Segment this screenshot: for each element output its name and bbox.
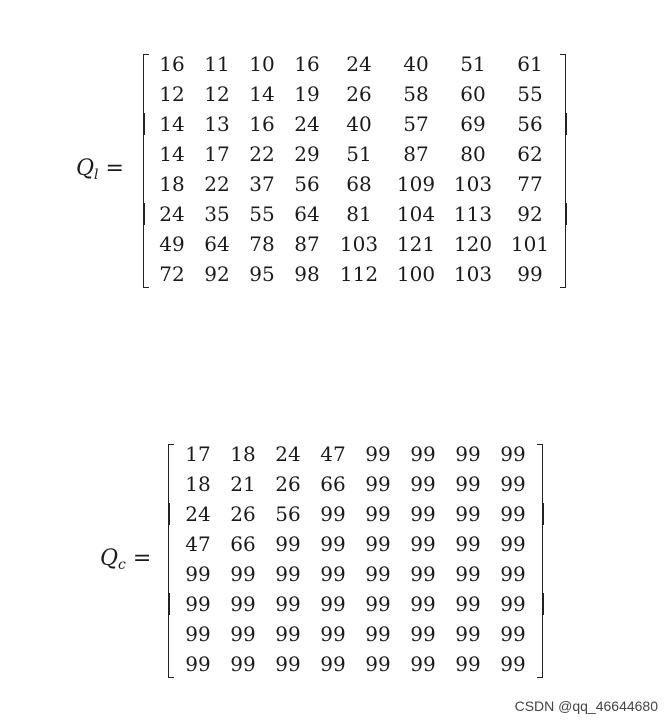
matrix-cell: 13 xyxy=(204,112,230,136)
matrix-subscript: c xyxy=(118,557,126,573)
matrix-cell: 17 xyxy=(204,142,230,166)
bracket-tick xyxy=(168,593,170,615)
matrix-cell: 99 xyxy=(455,622,481,646)
matrix-label-qc xyxy=(100,546,151,573)
matrix-cell: 98 xyxy=(294,262,320,286)
matrix-cell: 61 xyxy=(517,52,543,76)
left-bracket xyxy=(168,444,174,678)
matrix-cell: 58 xyxy=(403,82,429,106)
matrix-cell: 49 xyxy=(159,232,185,256)
matrix-label-ql xyxy=(76,156,124,183)
matrix-cell: 47 xyxy=(185,532,211,556)
bracket-tick xyxy=(565,203,567,225)
matrix-cell: 103 xyxy=(453,262,493,286)
matrix-cell: 47 xyxy=(320,442,346,466)
matrix-cell: 18 xyxy=(159,172,185,196)
matrix-cell: 29 xyxy=(294,142,320,166)
matrix-cell: 11 xyxy=(204,52,230,76)
matrix-cell: 103 xyxy=(453,172,493,196)
matrix-cell: 99 xyxy=(410,562,436,586)
matrix-cell: 99 xyxy=(320,502,346,526)
matrix-cell: 99 xyxy=(230,622,256,646)
matrix-cell: 24 xyxy=(159,202,185,226)
matrix-subscript: l xyxy=(94,167,99,183)
matrix-cell: 99 xyxy=(365,472,391,496)
matrix-cell: 99 xyxy=(455,592,481,616)
matrix-cell: 68 xyxy=(346,172,372,196)
matrix-cell: 56 xyxy=(517,112,543,136)
matrix-cell: 99 xyxy=(500,532,526,556)
matrix-cell: 99 xyxy=(365,502,391,526)
matrix-cell: 99 xyxy=(500,592,526,616)
equals-sign: = xyxy=(105,156,124,181)
watermark-text: CSDN @qq_46644680 xyxy=(514,698,658,714)
matrix-cell: 26 xyxy=(275,472,301,496)
matrix-cell: 120 xyxy=(453,232,493,256)
matrix-cell: 99 xyxy=(455,562,481,586)
matrix-cell: 24 xyxy=(294,112,320,136)
matrix-cell: 22 xyxy=(204,172,230,196)
matrix-cell: 55 xyxy=(249,202,275,226)
matrix-cell: 16 xyxy=(249,112,275,136)
matrix-cell: 113 xyxy=(453,202,493,226)
matrix-cell: 99 xyxy=(455,502,481,526)
matrix-cell: 99 xyxy=(410,622,436,646)
matrix-cell: 78 xyxy=(249,232,275,256)
matrix-cell: 99 xyxy=(365,592,391,616)
matrix-cell: 99 xyxy=(320,562,346,586)
matrix-cell: 99 xyxy=(320,592,346,616)
matrix-cell: 99 xyxy=(365,442,391,466)
matrix-cell: 72 xyxy=(159,262,185,286)
matrix-cell: 26 xyxy=(346,82,372,106)
matrix-cell: 17 xyxy=(185,442,211,466)
matrix-cell: 99 xyxy=(410,532,436,556)
matrix-cell: 16 xyxy=(159,52,185,76)
matrix-cell: 87 xyxy=(294,232,320,256)
matrix-cell: 99 xyxy=(500,622,526,646)
matrix-cell: 99 xyxy=(320,622,346,646)
matrix-cell: 56 xyxy=(275,502,301,526)
matrix-cell: 99 xyxy=(410,592,436,616)
matrix-cell: 99 xyxy=(517,262,543,286)
matrix-cell: 99 xyxy=(185,652,211,676)
matrix-cell: 57 xyxy=(403,112,429,136)
matrix-cell: 99 xyxy=(410,472,436,496)
matrix-cell: 92 xyxy=(204,262,230,286)
matrix-cell: 99 xyxy=(185,592,211,616)
matrix-cell: 99 xyxy=(500,472,526,496)
matrix-cell: 99 xyxy=(320,652,346,676)
bracket-tick xyxy=(168,503,170,525)
bracket-tick xyxy=(565,113,567,135)
matrix-cell: 99 xyxy=(455,652,481,676)
matrix-cell: 80 xyxy=(460,142,486,166)
matrix-cell: 99 xyxy=(410,502,436,526)
matrix-cell: 69 xyxy=(460,112,486,136)
matrix-cell: 112 xyxy=(339,262,379,286)
matrix-cell: 87 xyxy=(403,142,429,166)
matrix-cell: 60 xyxy=(460,82,486,106)
matrix-cell: 99 xyxy=(275,532,301,556)
matrix-cell: 99 xyxy=(230,652,256,676)
right-bracket xyxy=(560,54,566,288)
matrix-cell: 99 xyxy=(185,562,211,586)
matrix-cell: 14 xyxy=(159,112,185,136)
matrix-cell: 99 xyxy=(365,622,391,646)
matrix-cell: 12 xyxy=(204,82,230,106)
matrix-cell: 19 xyxy=(294,82,320,106)
matrix-cell: 26 xyxy=(230,502,256,526)
matrix-cell: 51 xyxy=(460,52,486,76)
matrix-cell: 99 xyxy=(455,442,481,466)
matrix-cell: 40 xyxy=(346,112,372,136)
matrix-cell: 99 xyxy=(365,562,391,586)
matrix-symbol: Q xyxy=(100,546,119,571)
matrix-cell: 22 xyxy=(249,142,275,166)
matrix-cell: 99 xyxy=(185,622,211,646)
matrix-cell: 121 xyxy=(396,232,436,256)
matrix-symbol: Q xyxy=(76,156,95,181)
matrix-cell: 14 xyxy=(159,142,185,166)
matrix-cell: 12 xyxy=(159,82,185,106)
matrix-cell: 81 xyxy=(346,202,372,226)
bracket-tick xyxy=(143,203,145,225)
matrix-cell: 99 xyxy=(365,532,391,556)
matrix-cell: 100 xyxy=(396,262,436,286)
matrix-cell: 99 xyxy=(410,442,436,466)
matrix-cell: 64 xyxy=(204,232,230,256)
matrix-cell: 99 xyxy=(365,652,391,676)
matrix-cell: 95 xyxy=(249,262,275,286)
matrix-cell: 99 xyxy=(455,532,481,556)
matrix-cell: 99 xyxy=(410,652,436,676)
bracket-tick xyxy=(542,503,544,525)
matrix-cell: 18 xyxy=(185,472,211,496)
matrix-cell: 92 xyxy=(517,202,543,226)
matrix-cell: 99 xyxy=(230,562,256,586)
matrix-cell: 99 xyxy=(500,502,526,526)
matrix-cell: 55 xyxy=(517,82,543,106)
matrix-cell: 10 xyxy=(249,52,275,76)
bracket-tick xyxy=(542,593,544,615)
right-bracket xyxy=(537,444,543,678)
matrix-cell: 103 xyxy=(339,232,379,256)
matrix-cell: 35 xyxy=(204,202,230,226)
matrix-cell: 24 xyxy=(346,52,372,76)
matrix-cell: 99 xyxy=(320,532,346,556)
matrix-cell: 21 xyxy=(230,472,256,496)
left-bracket xyxy=(143,54,149,288)
equals-sign: = xyxy=(132,546,152,571)
matrix-cell: 18 xyxy=(230,442,256,466)
bracket-tick xyxy=(143,113,145,135)
matrix-cell: 51 xyxy=(346,142,372,166)
matrix-cell: 37 xyxy=(249,172,275,196)
matrix-cell: 99 xyxy=(500,442,526,466)
matrix-cell: 24 xyxy=(185,502,211,526)
matrix-cell: 99 xyxy=(500,652,526,676)
matrix-cell: 109 xyxy=(396,172,436,196)
matrix-cell: 56 xyxy=(294,172,320,196)
matrix-cell: 99 xyxy=(275,592,301,616)
matrix-cell: 99 xyxy=(455,472,481,496)
matrix-cell: 99 xyxy=(230,592,256,616)
matrix-cell: 66 xyxy=(230,532,256,556)
matrix-cell: 99 xyxy=(275,622,301,646)
matrix-cell: 101 xyxy=(510,232,550,256)
matrix-cell: 62 xyxy=(517,142,543,166)
matrix-cell: 99 xyxy=(275,652,301,676)
matrix-cell: 14 xyxy=(249,82,275,106)
matrix-cell: 99 xyxy=(275,562,301,586)
matrix-cell: 99 xyxy=(500,562,526,586)
matrix-cell: 16 xyxy=(294,52,320,76)
matrix-cell: 104 xyxy=(396,202,436,226)
matrix-cell: 66 xyxy=(320,472,346,496)
matrix-cell: 24 xyxy=(275,442,301,466)
matrix-cell: 64 xyxy=(294,202,320,226)
matrix-cell: 77 xyxy=(517,172,543,196)
matrix-cell: 40 xyxy=(403,52,429,76)
